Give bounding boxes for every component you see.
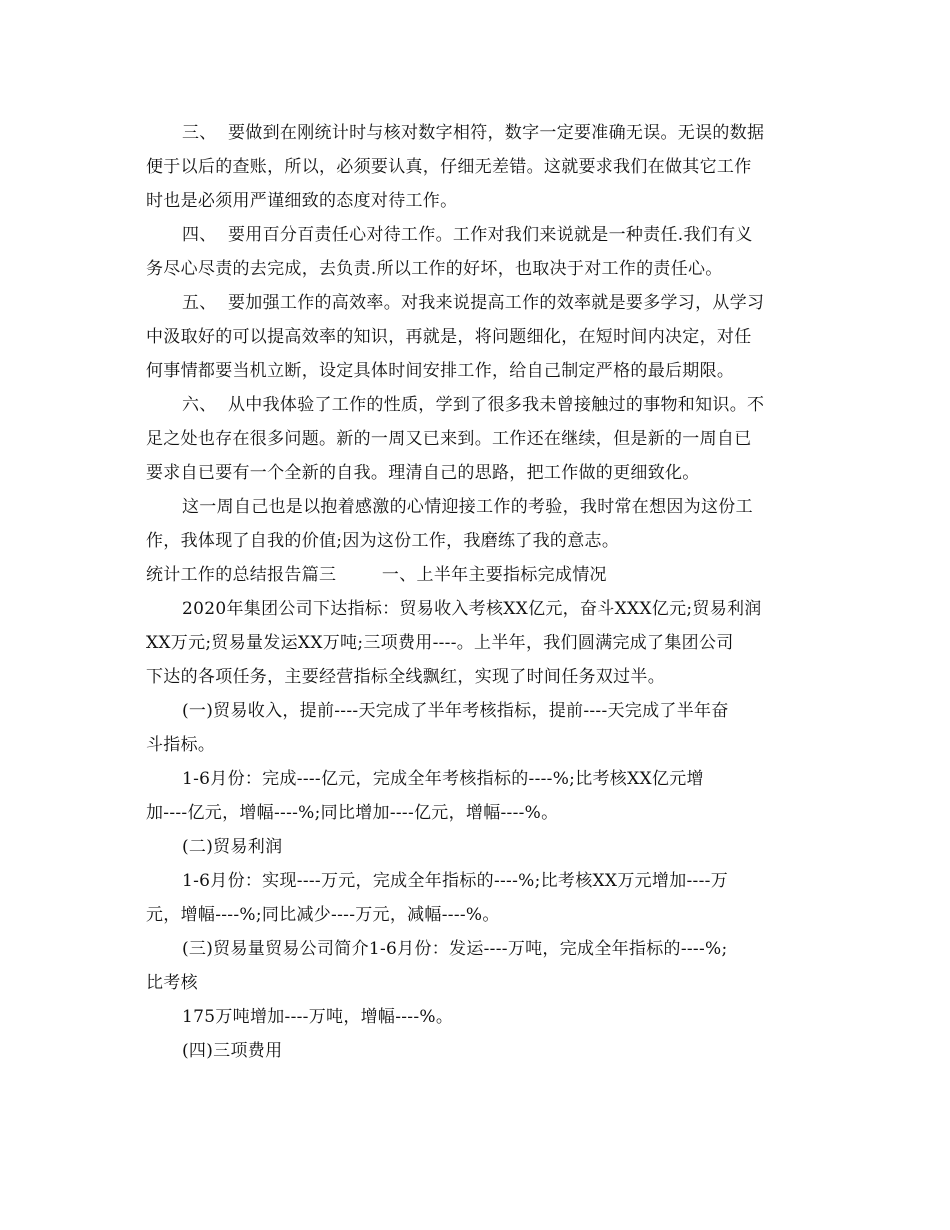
text-line: 元，增幅----%;同比减少----万元，减幅----%。 <box>146 905 500 925</box>
text-line: 三、 要做到在刚统计时与核对数字相符，数字一定要准确无误。无误的数据 <box>182 123 765 143</box>
text-line: 中汲取好的可以提高效率的知识，再就是，将问题细化，在短时间内决定，对任 <box>146 327 752 347</box>
text-line: 六、 从中我体验了工作的性质，学到了很多我未曾接触过的事物和知识。不 <box>182 395 765 415</box>
text-line: (三)贸易量贸易公司简介1-6月份：发运----万吨，完成全年指标的----%; <box>182 939 728 959</box>
subheading: (四)三项费用 <box>182 1041 283 1061</box>
text-line: 加----亿元，增幅----%;同比增加----亿元，增幅----%。 <box>146 803 559 823</box>
text-line: 1-6月份：实现----万元，完成全年指标的----%;比考核XX万元增加----万 <box>182 871 728 891</box>
text-line: 下达的各项任务，主要经营指标全线飘红，实现了时间任务双过半。 <box>146 667 665 687</box>
text-line: 斗指标。 <box>146 735 216 755</box>
text-line: 四、 要用百分百责任心对待工作。工作对我们来说就是一种责任.我们有义 <box>182 225 753 245</box>
subheading: (二)贸易利润 <box>182 837 283 857</box>
text-line: (一)贸易收入，提前----天完成了半年考核指标，提前----天完成了半年奋 <box>182 701 729 721</box>
document-body <box>146 116 810 1068</box>
text-line: 要求自已要有一个全新的自我。理清自己的思路，把工作做的更细致化。 <box>146 463 700 483</box>
text-line: 足之处也存在很多问题。新的一周又已来到。工作还在继续，但是新的一周自已 <box>146 429 752 449</box>
text-line: XX万元;贸易量发运XX万吨;三项费用----。上半年，我们圆满完成了集团公司 <box>146 633 734 653</box>
text-line: 175万吨增加----万吨，增幅----%。 <box>182 1007 454 1027</box>
text-line: 1-6月份：完成----亿元，完成全年考核指标的----%;比考核XX亿元增 <box>182 769 704 789</box>
text-line: 五、 要加强工作的高效率。对我来说提高工作的效率就是要多学习，从学习 <box>182 293 765 313</box>
text-line: 2020年集团公司下达指标：贸易收入考核XX亿元，奋斗XXX亿元;贸易利润 <box>182 599 762 619</box>
text-line: 这一周自己也是以抱着感激的心情迎接工作的考验，我时常在想因为这份工 <box>182 497 753 517</box>
section-heading: 统计工作的总结报告篇三 一、上半年主要指标完成情况 <box>146 565 607 585</box>
text-line: 务尽心尽责的去完成，去负责.所以工作的好坏，也取决于对工作的责任心。 <box>146 259 723 279</box>
text-line: 比考核 <box>146 973 198 993</box>
text-line: 何事情都要当机立断，设定具体时间安排工作，给自己制定严格的最后期限。 <box>146 361 735 381</box>
text-line: 便于以后的查账，所以，必须要认真，仔细无差错。这就要求我们在做其它工作 <box>146 157 752 177</box>
text-line: 时也是必须用严谨细致的态度对待工作。 <box>146 191 458 211</box>
text-line: 作，我体现了自我的价值;因为这份工作，我磨练了我的意志。 <box>146 531 620 551</box>
